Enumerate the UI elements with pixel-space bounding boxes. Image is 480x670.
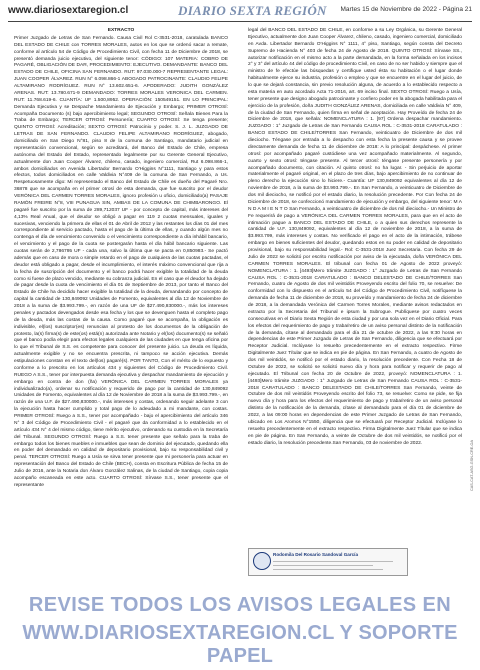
legal-notice-right-column bbox=[248, 28, 462, 447]
site-url[interactable]: www.diariosextaregion.cl bbox=[8, 5, 129, 16]
notice-text-right: legal del BANCO DEL ESTADO DE CHILE, en conforme a su Ley Orgánica, su Gerente General Ejecutivo, actualmente don Juan Cooper Álvarez, chileno, casado, ingeniero comercial, domiciliado en Avda. Libertador Bernardo O'Higgins N° 1111, 4° piso, Santiago, según consta del Decreto Supremo de Hacienda N° 403 de fecha 24 de Agosto de 2018. QUINTO OTROSÍ: Sírvase SS., autorizar notificación en el mismo acto a la parte demandada, en la forma señalada en los incisos 2° y 3° del artículo 44 del código de procedimiento Civil, en caso de no ser habido y siempre que el ministro de fe efectúe las búsquedas y certifique usted ésta su habitación o el lugar donde habitualmente ejerce su industria, profesión o empleo y que se encuentre en el lugar del juicio, de lo que se dejará constancia, sin previo resolución alguna, de acuerdo a lo establecido respecto a esta materia en auto acordado Acta 71-2016, art. 69 inciso final. SEXTO OTROSÍ: Ruego a Usía, tener presente que designo abogado patrocinante y confiero poder en la abogada habilitada para el ejercicio de la profesión, doña JUDITH GONZÁLEZ ARENAS, domiciliada en calle Valdivia N° 409, de la ciudad de San Fernando, quien firma en señal de aceptación. Hay Proveído de fecha 24 de Diciembre de 2018, que señala: NOMENCLATURA : 1. [97] Ordena despachar mandamiento. JUZGADO : 1° Juzgado de Letras de San Fernando CAUSA ROL : C-3531-2018 CARATULADO : BANCO ESTADO DE CHILE/TORRES San Fernando, veinticuatro de Diciembre de dos mil dieciocho. Téngase por entrada a lo despacho con esta fecha la presente causa y se provee directamente demanda de fecha 11 de diciembre de 2018: A lo principal: despáchese. Al primer otrosí: por acompañado pagaré custódiese una vez acompañado materialmente. Al segundo, cuarto y sexto otrosí: téngase presente. Al tercer otrosí: téngase presente personería y por acompañado documento, con citación. Al quinto otrosí: no ha lugar. - Sin perjuicio de aportar materialmente el pagaré original, en el plazo de tres días, bajo apercibimiento de no continuar de pleno derecho la ejecución sino lo hiciere.- Cuantía: UF 130,849092 equivalentes al día 12 de noviembre de 2018, a la suma de $3.993.799.-. En San Fernando, a veinticuatro de Diciembre de dos mil dieciocho, se notificó por el estado diario, la resolución precedente. Por Con fecha 24 de Diciembre de 2018, se confeccionó mandamiento de ejecución y embargo, del siguiente tenor: M A N D A M I E N T O San Fernando, a veinticuatro de diciembre de dos mil dieciocho.- Un Ministro de Fe requerirá de pago a VERÓNICA DEL CARMEN TORRES MORALES, para que en el acto de intimación pague a BANCO DEL ESTADO DE CHILE, o a quien sus derechos represente la cantidad de U.F. 130,849092, equivalentes al día 12 de noviembre de 2018, a la suma de $3.993.799, más intereses y costas. No verificado el pago en el acto de la intimación, trábese embargo en bienes suficientes del deudor, quedando estos en su poder en calidad de depositario provisional, bajo su responsabilidad legal.- Rol: C-3531-2018 Juez Secretaria. Con fecha 29 de Julio de 2022 se solicitó por escrito notificación por aviso de la ejecutada, doña VERÓNICA DEL CARMEN TORRES MORALES. El tribunal con fecha 01 de Agosto de 2022 proveyó: NOMENCLATURA : 1. [4493]Mero trámite JUZGADO : 1° Juzgado de Letras de San Fernando CAUSA ROL : C-3531-2018 CARATULADO : BANCO DELESTADO DE CHILE/TORRES San Fernando, cuatro de Agosto de dos mil veintidós Proveyendo escrito del folio 70, se resuelve: De conformidad con lo dispuesto en el artículo 54 del Código de Procedimiento Civil, notifíquese la demanda de fecha 11 de diciembre de 2018, su proveído y mandamiento de fecha 24 de diciembre de 2018, a la demandada Verónica del Carmen Torres Morales, mediante avisos redactados en extracto por la Secretaria del Tribunal e ipsum la Subrogue. Publíquese por cuatro veces consecutivas en el Diario Sexta Región de esta ciudad y por una sola vez en el Diario Oficial. Para los efectos del requerimiento de pago y traba/retiro de un aviso personal distinto de la notificación de la demanda, cítase al demandado para el día 21 de octubre de 2022, a las 9:30 horas en dependencias de este Primer Juzgado de Letras de San Fernando, diligencia que se efectuará por Receptor Judicial. Inclúyase lo resuelto precedentemente en el extracto respectivo. Firme Digitalmente Juez Títular que se indica en pie de página. En San Fernando, a cuatro de Agosto de dos mil veintidós, se notificó por el estado diario, la resolución precedente. Con Fecha 18 de Octubre de 2022, se solicitó se solicitó nuevo día y hora para notificar y requerir de pago al ejecutado. El Tribunal con fecha 20 de Octubre de 2022, proveyó: NOMENCLATURA : 1. [4493]Mero trámite JUZGADO : 1° Juzgado de Letras de San Fernando CAUSA ROL : C-3531-2018 CARATULADO : BANCO DELESTADO DE CHILE/TORRES San Fernando, veinte de Octubre de dos mil veintidós Proveyendo escrito del folio 73, se resuelve: Como se pide, se fija nuevo día y hora para los efectos del requerimiento de pago y traba/retiro de un aviso personal distinto de la notificación de la demanda, cítase al demandado para el día 01 de diciembre de 2022, a las 09:00 horas en dependencias de este Primer Juzgado de Letras de San Fernando, ubicado en Los Aromos N°1550, diligencia que se efectuará por Receptor Judicial. Inclúyase lo resuelto precedentemente en el extracto respectivo. Firma Digitalmente Juez Títular que se indica en pie de página. En San Fernando, a veinte de Octubre de dos mil veintidós, se notificó por el estado diario, la resolución precedente.San Fernando, 03 de noviembre de 2022. bbox=[248, 28, 462, 446]
notice-text-left: Primer Juzgado de Letras de San Fernando. Causa Civil Rol C-3531-2018, caratulada BANCO DEL ESTADO DE CHILE con TORRES MORALES, autos en los que se ordenó sacar a remate, conforme al artículo 54 de Código de Procedimiento Civil, con fecha 11 de Diciembre de 2018, se presentó demanda juicio ejecutivo, del siguiente tenor: CÓDIGO: 107 MATERIA: COBRO DE PAGARÉ, OBLIGACIÓN DE DAR, PROCEDIMIENTO: EJECUTIVO. DEMANDANTE: BANCO DEL ESTADO DE CHILE, OFICINA SAN FERNANDO. RUT: 97.030.000-7 REPRESENTANTE LEGAL: JUAN COOPER ÁLVAREZ. RUN N° 6.098.866-1 ABOGADO PATROCINANTE: CLAUDIO FELIPE ALTAMIRANO RODRÍGUEZ. RUN N° 13.602.651-6. APODERADO: JUDITH GONZÁLEZ ARENAS. RUT: 13.780.671-9 DEMANDADO: TORRES MORALES VERONICA DEL CARMEN. RUT: 11.768.619-6. CUANTÍA: UF 1.500,8952. OPERACIÓN: 150549151. EN LO PRINCIPAL: Demanda Ejecutiva y se Despache Mandamiento de Ejecución y Embargo; PRIMER OTROSÍ: Acompaña Documento (s) bajo apercibimiento legal; SEGUNDO OTROSÍ: Señala Bienes Para la Traba de Embargo; TERCER OTROSÍ: Personería; CUARTO OTROSÍ: Se tenga presente; QUINTO OTROSÍ: Acreditación; SEXTO OTROSÍ: Patrocinio y poder. S. J. L. JUZGADO DE LETRAS DE SAN FERNANDO. CLAUDIO FELIPE ALTAMIRANO RODRÍGUEZ, abogado, domiciliado en San Diego N°81, piso 8 de la comuna de Santiago, mandatario judicial en representación convencional, según se acreditará, del Banco del Estado de Chile, empresa autónoma del Estado del Estado, representado legalmente por su Gerente General Ejecutivo, actualmente don Juan Cooper Álvarez, chileno, casado, ingeniero comercial, Rut 6.098.866-1, ambos domiciliados en Avenida Libertador Bernardo O'Higgins N°1111, Santiago y para estos efectos, todos domiciliados en calle Valdivia N°409 de la comuna de San Fernando, a Us. Respetuosamente digo: Mi representado el Banco del Estado de Chile es dueño del Pagaré Nro. 36878 que se acompaña en el primer otrosí de esta demanda, que fue suscrito por el deudor VERÓNICA DEL CARMEN TORRES MORALES, ignoro profesión u oficio, domiciliado(a) PASAJE RAMÓN FREIRE N°8, VIII PUNAGUA SIN, AMBAS DE LA COMUNA DE CHIMBARONGO. El pagaré fue suscrito por la suma de 289,712037 UF - por concepto de capital, más intereses del 4,13% Real Anual, que el deudor se obligó a pagar en 119 2 cuotas mensuales, iguales y sucesivas, venciendo la primera de ellas el 01 de Abril de 2012 y las restantes los días 01 del mes correspondiente al servicio pactado, hasta el pago de la última de ellas, y cuando algún mes no contenga el día de vencimiento convenido o el vencimiento correspondiente a día inhábil bancario, el vencimiento y el pago de la cuota se postergarán hasta el día hábil bancario siguiente. Las cuotas serán de 2,786795 UF - cada una, salvo la última que se pacta en 0,850983.- Se pactó además que en caso de mora o simple retardo en el pago de cualquiera de las cuotas pactadas, el deudor está obligado a pagar, desde el incumplimiento, el interés máximo convencional que rija a la fecha de suscripción del documento y el banco podrá hacer exigible la totalidad de la deuda como si fuese de plazo vencido, mediante su cobranza judicial. En el caso que el deudor ha dejado de pagar desde la cuota de vencimiento el día 01 de Septiembre de 2013, por tanto el Banco del Estado de Chile ha decidido hacer exigible la totalidad de la deuda, demandando por concepto de capital la cantidad de 130,849092 Unidades de Fomento, equivalentes al día 12 de Noviembre de 2018 a la suma de $3.993.799.-, en razón de una UF de $27.490,830000.-, más los intereses penales y pactados devengados desde esa fecha y los que se devenguen hasta el completo pago de la deuda, más las costas de la causa. Como pagaré que se acompaña, la obligación es indivisible, el(los) suscriptor(es) renuncian al protesto de los documentos de la obligación de protesto, la(s) firma(s) de este(os) está(n) autorizada ante Notario y el(los) documento(s) se señaló que el banco podía elegir para efectos legales cualquiera de las ciudades en que tenga oficina por lo que el Tribunal de S.S. es competente para conocer del presente juicio. La deuda es líquida, actualmente exigible y no se encuentra prescrita, ni tampoco se acción ejecutiva. Demás estipulaciones constan en el texto del(los) pagaré(s). POR TANTO, Con el mérito de lo expuesto y conforme a lo prescrito en los artículos 434 y siguientes del Código de Procedimiento Civil. RUEGO A S.S., tener por interpuesta demanda ejecutiva y despachar mandamiento de ejecución y embargo en contra de don (ña) VERÓNICA DEL CARMEN TORRES MORALES ya individualizado(a), ordenar su notificación y requerido de pago por la cantidad de 130,849092 Unidades de Fomento, equivalentes al día 12 de Noviembre de 2018 a la suma de $3.993.799.-, en razón de una U.F. de $27.490,830000.-, más intereses y costas, ordenando seguir adelante 3 con la ejecución hasta hacer cumplido y total pago de lo adeudado a mi mandante, con costas. PRIMER OTROSÍ: Ruego a S.S., tener por acompañado - bajo el apercibimiento del artículo 346 N° 3 del Código de Procedimiento Civil - el pagaré que da conformidad a lo establecido en el artículo 434 N° 4 del mismo código, tiene mérito ejecutivo, ordenando su custodia en la Secretaría del Tribunal. SEGUNDO OTROSÍ: Ruego a S.S. tener presente que señalo para la traba de embargo todos los bienes muebles e inmuebles que sean de dominio del ejecutado, quedando ella en poder del demandado en calidad de depositario provisional, bajo su responsabilidad civil y penal. TERCER OTROSÍ: Ruego a Usía se sirva tener presente que mi personería para actuar en representación del Banco del Estado de Chile (BECH), consta en Escritura Pública de fecha 15 de Julio de 2016, ante la Notaria don Álvaro González Salinas, de la ciudad de Santiago, copia copia acompaño escaneada en este acto. CUARTO OTROSÍ: Sírvase S.S., tener presente que el representante bbox=[14, 35, 228, 488]
banner-line-1: REVISE TODOS LOS AVISOS LEGALES EN bbox=[28, 594, 452, 616]
court-seal-icon bbox=[253, 552, 271, 570]
signature-detail-line bbox=[273, 561, 393, 562]
signature-detail-line bbox=[273, 565, 373, 566]
date-page: Martes 15 de Noviembre de 2022 - Página 21 bbox=[340, 6, 472, 13]
electronic-signature-card bbox=[248, 548, 408, 576]
legal-notices-banner[interactable] bbox=[0, 588, 480, 670]
legal-notice-left-column bbox=[14, 28, 228, 490]
banner-line-2: WWW.DIARIOSEXTAREGION.CL Y SOPORTE PAPEL bbox=[22, 622, 458, 667]
verification-code: CAS-CAT-ASG-GSN-CRE-OA bbox=[470, 440, 474, 491]
signer-name: Rodomila Del Rosario Sandoval García bbox=[273, 552, 359, 557]
newspaper-logo: DIARIO SEXTA REGIÓN bbox=[178, 3, 327, 18]
page-header bbox=[8, 3, 472, 20]
notice-heading: EXTRACTO bbox=[107, 28, 135, 33]
signature-detail-line bbox=[273, 569, 383, 570]
header-divider bbox=[8, 21, 472, 22]
